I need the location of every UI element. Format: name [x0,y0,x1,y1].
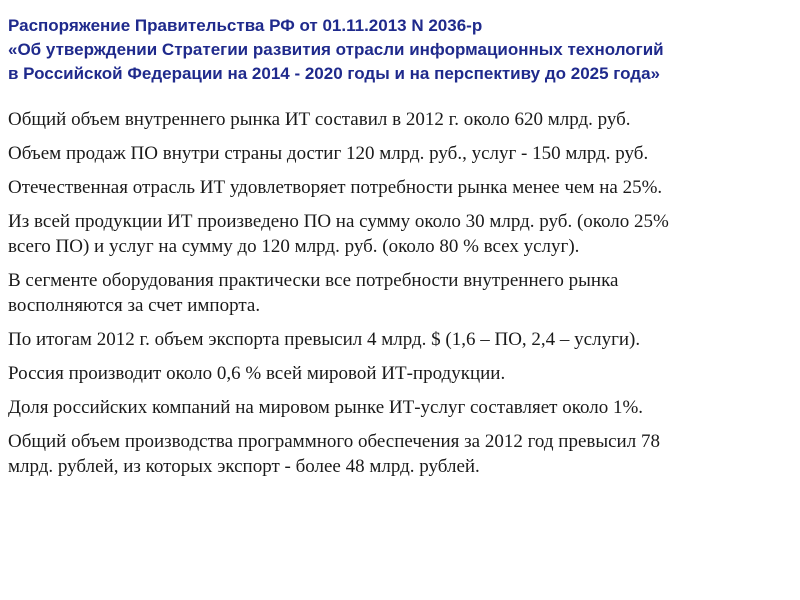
title-line-decree: Распоряжение Правительства РФ от 01.11.2013 N 2036-р [8,16,483,35]
paragraph [8,268,792,318]
paragraph [8,107,792,132]
paragraph-line: Общий объем внутреннего рынка ИТ составил в 2012 г. около 620 млрд. руб. [8,109,631,130]
paragraph-line: По итогам 2012 г. объем экспорта превысил 4 млрд. $ (1,6 – ПО, 2,4 – услуги). [8,329,641,350]
paragraph [8,395,792,420]
paragraph [8,429,792,479]
paragraph-line: всего ПО) и услуг на сумму до 120 млрд. руб. (около 80 % всех услуг). [8,236,580,257]
paragraph [8,327,792,352]
paragraph [8,209,792,259]
paragraph [8,175,792,200]
paragraph-line: Объем продаж ПО внутри страны достиг 120 млрд. руб., услуг - 150 млрд. руб. [8,143,649,164]
title-line-strategy: «Об утверждении Стратегии развития отрасли информационных технологий [8,40,664,59]
paragraph-line: Отечественная отрасль ИТ удовлетворяет потребности рынка менее чем на 25%. [8,177,663,198]
document-title [8,14,792,86]
paragraph [8,141,792,166]
paragraph-line: млрд. рублей, из которых экспорт - более 48 млрд. рублей. [8,456,480,477]
paragraph-line: Доля российских компаний на мировом рынке ИТ-услуг составляет около 1%. [8,397,644,418]
facts-list [8,107,792,488]
paragraph [8,361,792,386]
paragraph-line: Из всей продукции ИТ произведено ПО на сумму около 30 млрд. руб. (около 25% [8,211,669,232]
title-line-period: в Российской Федерации на 2014 - 2020 годы и на перспективу до 2025 года» [8,64,660,83]
paragraph-line: В сегменте оборудования практически все потребности внутреннего рынка [8,270,619,291]
paragraph-line: восполняются за счет импорта. [8,295,261,316]
paragraph-line: Россия производит около 0,6 % всей мировой ИТ-продукции. [8,363,506,384]
paragraph-line: Общий объем производства программного обеспечения за 2012 год превысил 78 [8,431,660,452]
